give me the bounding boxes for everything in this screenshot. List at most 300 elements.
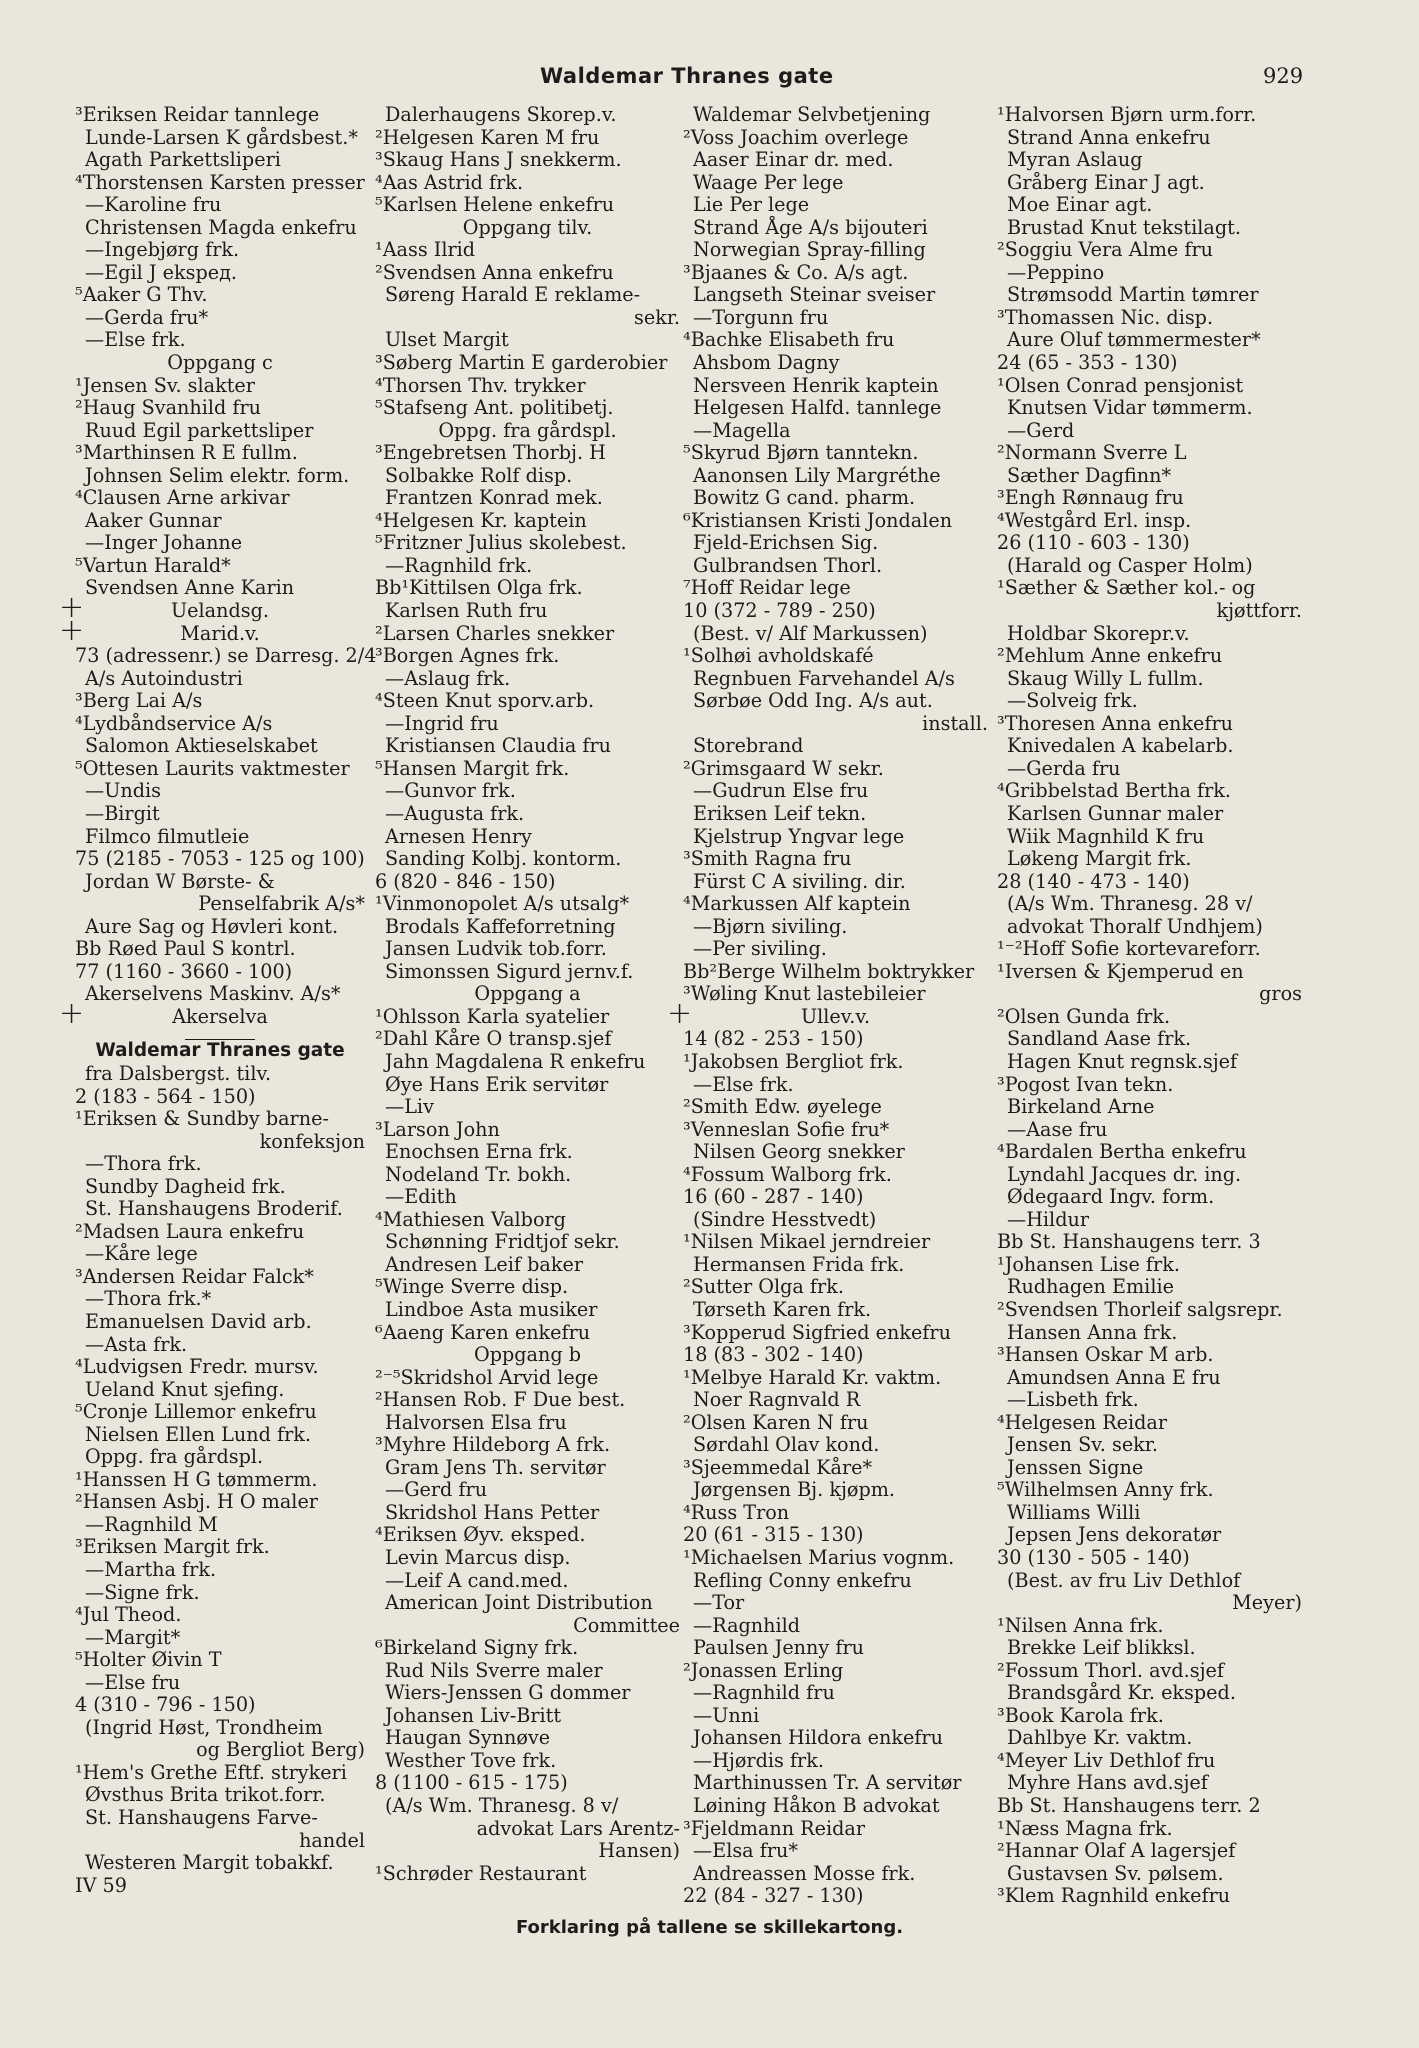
directory-line: Brekke Leif blikksl. <box>1007 1636 1196 1660</box>
directory-line: ²Haug Svanhild fru <box>75 396 262 420</box>
directory-line: —Gerd <box>1007 418 1075 442</box>
directory-line: Kristiansen Claudia fru <box>385 734 611 758</box>
directory-line: Waage Per lege <box>693 170 844 194</box>
directory-line: Fjeld-Erichsen Sig. <box>693 531 879 555</box>
directory-line: ²Jonassen Erling <box>683 1658 844 1682</box>
directory-line: ⁴Bardalen Bertha enkefru <box>997 1140 1247 1164</box>
directory-line: Andresen Leif baker <box>385 1252 583 1276</box>
directory-line: ³Wøling Knut lastebileier <box>683 982 926 1006</box>
directory-line: St. Hanshaugens Broderif. <box>85 1197 343 1221</box>
directory-line: ²Madsen Laura enkefru <box>75 1219 305 1243</box>
directory-line: 20 (61 - 315 - 130) <box>683 1523 864 1547</box>
directory-line: —Bjørn siviling. <box>693 914 848 938</box>
directory-line: 14 (82 - 253 - 150) <box>683 1027 864 1051</box>
directory-line: —Solveig frk. <box>1007 689 1138 713</box>
directory-line: ³Venneslan Sofie fru* <box>683 1117 890 1141</box>
directory-line: advokat Lars Arentz- <box>476 1816 680 1840</box>
directory-line: ³Bjaanes & Co. A/s agt. <box>683 260 909 284</box>
directory-line: ⁵Karlsen Helene enkefru <box>375 193 615 217</box>
directory-line: ³Pogost Ivan tekn. <box>997 1072 1174 1096</box>
directory-line: Andreassen Mosse frk. <box>693 1861 916 1885</box>
directory-line: (Sindre Hesstvedt) <box>693 1207 877 1231</box>
directory-line: Sanding Kolbj. kontorm. <box>385 847 622 871</box>
directory-line: ⁶Kristiansen Kristi Jondalen <box>683 508 953 532</box>
directory-line: —Karoline fru <box>85 193 222 217</box>
directory-line: ²Hansen Asbj. H O maler <box>75 1490 318 1514</box>
directory-line: ³Thomassen Nic. disp. <box>997 305 1214 329</box>
directory-line: Gulbrandsen Thorl. <box>693 553 883 577</box>
directory-line: —Per siviling. <box>693 937 827 961</box>
directory-line: Johnsen Selim elektr. form. <box>85 463 350 487</box>
directory-line: —Inger Johanne <box>85 531 243 555</box>
directory-line: 8 (1100 - 615 - 175) <box>375 1771 568 1795</box>
directory-line: Waldemar Thranes gate <box>95 1040 345 1062</box>
directory-line: (Best. v/ Alf Markussen) <box>693 621 928 645</box>
directory-line: American Joint Distribution <box>385 1591 653 1615</box>
directory-line: Tørseth Karen frk. <box>693 1297 872 1321</box>
directory-line: —Egil J ekspeд. <box>85 260 238 284</box>
directory-line: Ulset Margit <box>385 328 509 352</box>
directory-line: Lindboe Asta musiker <box>385 1297 598 1321</box>
directory-line: Westeren Margit tobakkf. <box>85 1851 334 1875</box>
directory-line: Agath Parkettsliperi <box>85 148 281 172</box>
directory-line: ³Sjeemmedal Kåre* <box>683 1455 873 1479</box>
directory-line: Aure Oluf tømmermester* <box>1007 328 1261 352</box>
directory-line: Johansen Hildora enkefru <box>693 1726 943 1750</box>
directory-line: + Akerselva <box>75 1006 365 1029</box>
directory-line: ¹Aass Ilrid <box>375 238 476 262</box>
directory-line: Jørgensen Bj. kjøpm. <box>693 1478 896 1502</box>
directory-line: install. <box>922 711 988 735</box>
directory-line: ¹Halvorsen Bjørn urm.forr. <box>997 103 1257 126</box>
directory-line: Wiers-Jenssen G dommer <box>385 1681 631 1705</box>
directory-line: ¹Jakobsen Bergliot frk. <box>683 1049 904 1073</box>
directory-line: —Aslaug frk. <box>385 666 511 690</box>
directory-line: Oppgang a <box>474 982 581 1006</box>
directory-line: ²Hannar Olaf A lagersjef <box>997 1839 1236 1863</box>
directory-line: ²Sutter Olga frk. <box>683 1275 844 1299</box>
directory-line: konfeksjon <box>259 1129 365 1153</box>
directory-line: Aanonsen Lily Margréthe <box>693 463 941 487</box>
directory-line: ²Svendsen Anna enkefru <box>375 260 614 284</box>
directory-line: Nersveen Henrik kaptein <box>693 373 939 397</box>
directory-line: Bowitz G cand. pharm. <box>693 486 916 510</box>
directory-line: —Signe frk. <box>85 1580 200 1604</box>
directory-line: ³Skaug Hans J snekkerm. <box>375 148 622 172</box>
directory-line: ¹⁻²Hoff Sofie kortevareforr. <box>997 937 1261 961</box>
directory-line: Simonssen Sigurd jernv.f. <box>385 959 634 983</box>
directory-line: Ødegaard Ingv. form. <box>1007 1185 1215 1209</box>
directory-line: Penselfabrik A/s* <box>198 892 365 916</box>
directory-line: —Thora frk. <box>85 1152 202 1176</box>
directory-line: Nodeland Tr. bokh. <box>385 1162 572 1186</box>
directory-line: Paulsen Jenny fru <box>693 1636 864 1660</box>
directory-line: —Tor <box>693 1591 745 1615</box>
directory-line: Lie Per lege <box>693 193 810 217</box>
directory-line: ³Borgen Agnes frk. <box>375 644 560 668</box>
directory-line: —Margit* <box>85 1625 181 1649</box>
directory-line: ³Engebretsen Thorbj. H <box>375 441 606 465</box>
directory-line: Knivedalen A kabelarb. <box>1007 734 1234 758</box>
directory-line: —Hildur <box>1007 1207 1090 1231</box>
directory-line: ⁵Holter Øivin T <box>75 1648 222 1672</box>
directory-line: ²Dahl Kåre O transp.sjef <box>375 1027 612 1051</box>
directory-line: Strømsodd Martin tømrer <box>1007 283 1259 307</box>
directory-line: Arnesen Henry <box>385 824 532 848</box>
directory-line: Ahsbom Dagny <box>693 351 840 375</box>
directory-line: Akerselvens Maskinv. A/s* <box>85 982 341 1006</box>
directory-line: ¹Solhøi avholdskafé <box>683 644 874 668</box>
directory-line: Dalerhaugens Skorep.v. <box>385 103 617 126</box>
directory-column-4 <box>997 104 1302 1908</box>
directory-line: Aure Sag og Høvleri kont. <box>85 914 339 938</box>
directory-line: Myhre Hans avd.sjef <box>1007 1771 1208 1795</box>
directory-line: ³Eriksen Margit frk. <box>75 1535 270 1559</box>
directory-line: ⁶Birkeland Signy frk. <box>375 1636 579 1660</box>
directory-line: ⁶Aaeng Karen enkefru <box>375 1320 591 1344</box>
directory-line: (Harald og Casper Holm) <box>1007 553 1253 577</box>
directory-line: ¹Vinmonopolet A/s utsalg* <box>375 892 630 916</box>
directory-line: ³Engh Rønnaug fru <box>997 486 1184 510</box>
directory-column-1 <box>75 103 377 1897</box>
directory-line: kjøttforr. <box>1216 599 1302 623</box>
directory-line: ³Kopperud Sigfried enkefru <box>683 1320 951 1344</box>
directory-line: Filmco filmutleie <box>85 824 250 848</box>
directory-line: ⁵Vartun Harald* <box>75 553 231 577</box>
directory-line: Levin Marcus disp. <box>385 1546 571 1569</box>
directory-line: ⁴Russ Tron <box>683 1500 790 1524</box>
directory-line: —Edith <box>385 1185 457 1209</box>
directory-line: Williams Willi <box>1007 1500 1141 1524</box>
directory-line: —Else frk. <box>85 328 186 352</box>
directory-line: Rud Nils Sverre maler <box>385 1658 603 1682</box>
directory-line: Jordan W Børste- & <box>85 869 275 893</box>
directory-line: ⁵Hansen Margit frk. <box>375 756 570 780</box>
directory-line: Refling Conny enkefru <box>693 1568 912 1592</box>
directory-line: ¹Iversen & Kjemperud en <box>997 959 1244 983</box>
directory-line: Holdbar Skorepr.v. <box>1007 621 1190 645</box>
directory-line: —Gerda fru <box>1007 756 1121 780</box>
directory-line: ⁴Clausen Arne arkivar <box>75 486 290 510</box>
directory-line: ¹Nilsen Anna frk. <box>997 1613 1164 1637</box>
directory-line: Øye Hans Erik servitør <box>385 1072 609 1096</box>
directory-line: Jensen Sv. sekr. <box>1007 1433 1158 1457</box>
directory-line: Solbakke Rolf disp. <box>385 463 573 487</box>
directory-line: —Torgunn fru <box>693 305 829 329</box>
directory-line: 4 (310 - 796 - 150) <box>75 1693 256 1717</box>
directory-line: Oppgang b <box>473 1343 582 1367</box>
directory-line: handel <box>299 1828 365 1852</box>
directory-line: Hermansen Frida frk. <box>693 1252 905 1276</box>
directory-line: 24 (65 - 353 - 130) <box>997 351 1178 375</box>
directory-line: —Gerd fru <box>385 1478 488 1502</box>
directory-line: ⁴Markussen Alf kaptein <box>683 892 911 916</box>
directory-line: ⁴Helgesen Kr. kaptein <box>375 508 587 532</box>
directory-line: ²Grimsgaard W sekr. <box>683 756 884 780</box>
directory-line: ²Svendsen Thorleif salgsrepr. <box>997 1297 1283 1321</box>
directory-line: —Gudrun Else fru <box>693 779 869 803</box>
directory-line: 2 (183 - 564 - 150) <box>75 1084 256 1108</box>
directory-line: Wiik Magnhild K fru <box>1007 824 1205 848</box>
directory-line: 73 (adressenr.) se Darresg. 2/4 <box>75 644 377 668</box>
directory-line: —Asta frk. <box>85 1332 188 1356</box>
directory-line: Johansen Liv-Britt <box>385 1703 562 1727</box>
directory-line: advokat Thoralf Undhjem) <box>1007 914 1263 938</box>
directory-line: Jenssen Signe <box>1007 1455 1144 1479</box>
directory-line: og Bergliot Berg) <box>196 1738 365 1762</box>
directory-line: —Leif A cand.med. <box>385 1568 569 1592</box>
directory-line: Noer Ragnvald R <box>693 1388 861 1412</box>
directory-line: Gram Jens Th. servitør <box>385 1455 606 1479</box>
directory-line: Halvorsen Elsa fru <box>385 1410 567 1434</box>
directory-line: fra Dalsbergst. tilv. <box>85 1061 272 1085</box>
directory-line: ¹Schrøder Restaurant <box>375 1861 587 1885</box>
directory-line: ³Eriksen Reidar tannlege <box>75 103 320 126</box>
directory-line: Søreng Harald E reklame- <box>385 283 641 307</box>
directory-line: 77 (1160 - 3660 - 100) <box>75 959 293 983</box>
directory-line: ²Fossum Thorl. avd.sjef <box>997 1658 1224 1682</box>
directory-line: Løining Håkon B advokat <box>693 1794 940 1818</box>
directory-line: ¹Michaelsen Marius vognm. <box>683 1546 955 1569</box>
directory-line: —Undis <box>85 779 161 803</box>
directory-line: Øvsthus Brita trikot.forr. <box>85 1783 326 1807</box>
directory-line: ⁴Ludvigsen Fredr. mursv. <box>75 1355 319 1379</box>
directory-line: Bb²Berge Wilhelm boktrykker <box>683 959 975 983</box>
directory-line: ⁴Lydbåndservice A/s <box>75 711 273 735</box>
directory-line: 26 (110 - 603 - 130) <box>997 531 1190 555</box>
directory-line: ⁴Gribbelstad Bertha frk. <box>997 779 1231 803</box>
directory-line: ²Smith Edw. øyelege <box>683 1095 882 1119</box>
directory-line: ³Book Karola frk. <box>997 1703 1164 1727</box>
directory-line: ³Marthinsen R E fullm. <box>75 441 298 465</box>
directory-line: Frantzen Konrad mek. <box>385 486 603 510</box>
directory-line: —Magella <box>693 418 791 442</box>
directory-line: ⁴Steen Knut sporv.arb. <box>375 689 595 713</box>
directory-line: —Hjørdis frk. <box>693 1748 824 1772</box>
directory-line: ¹Olsen Conrad pensjonist <box>997 373 1244 397</box>
directory-line: ²⁻⁵Skridshol Arvid lege <box>375 1365 599 1389</box>
directory-line: Committee <box>573 1613 680 1637</box>
directory-line: Moe Einar agt. <box>1007 193 1153 217</box>
directory-line: ³Berg Lai A/s <box>75 689 203 713</box>
directory-line: 75 (2185 - 7053 - 125 og 100) <box>75 847 365 871</box>
directory-line: Skaug Willy L fullm. <box>1007 666 1204 690</box>
directory-line: ⁵Cronje Lillemor enkefru <box>75 1400 317 1424</box>
directory-line: + Uelandsg. <box>75 600 365 623</box>
directory-line: ⁵Aaker G Thv. <box>75 283 208 307</box>
directory-line: 22 (84 - 327 - 130) <box>683 1884 864 1908</box>
directory-line: Hansen Anna frk. <box>1007 1320 1178 1344</box>
directory-line: Lyndahl Jacques dr. ing. <box>1007 1162 1242 1186</box>
directory-line: ³Myhre Hildeborg A frk. <box>375 1433 611 1457</box>
directory-line: Oppgang c <box>167 351 273 375</box>
directory-line: —Martha frk. <box>85 1558 217 1581</box>
directory-line: Jahn Magdalena R enkefru <box>385 1049 646 1073</box>
directory-line: —Thora frk.* <box>85 1287 212 1311</box>
directory-line: ²Soggiu Vera Alme fru <box>997 238 1213 262</box>
directory-line: ³Klem Ragnhild enkefru <box>997 1884 1231 1908</box>
directory-line: A/s Autoindustri <box>85 666 243 690</box>
directory-line: Karlsen Gunnar maler <box>1007 801 1224 825</box>
directory-line: IV 59 <box>75 1873 127 1897</box>
directory-column-3 <box>683 104 988 1908</box>
directory-line: —Lisbeth frk. <box>1007 1388 1139 1412</box>
directory-line: Jepsen Jens dekoratør <box>1007 1523 1222 1547</box>
directory-line: Oppgang tilv. <box>462 215 593 239</box>
directory-line: Bb St. Hanshaugens terr. 3 <box>997 1230 1261 1254</box>
directory-line: Fürst C A siviling. dir. <box>693 869 906 893</box>
directory-line: Bb St. Hanshaugens terr. 2 <box>997 1794 1261 1818</box>
directory-line: Strand Åge A/s bijouteri <box>693 215 928 239</box>
directory-line: ³Andersen Reidar Falck* <box>75 1264 314 1288</box>
directory-line: Aaker Gunnar <box>85 508 222 532</box>
directory-line: ⁴Helgesen Reidar <box>997 1410 1168 1434</box>
directory-line: ¹Hanssen H G tømmerm. <box>75 1467 318 1491</box>
directory-line: —Ingebjørg frk. <box>85 238 240 262</box>
directory-line: Ueland Knut sjefing. <box>85 1377 285 1401</box>
directory-line: ³Søberg Martin E garderobier <box>375 351 668 375</box>
directory-line: Myran Aslaug <box>1007 148 1143 172</box>
directory-line: Sundby Dagheid frk. <box>85 1174 286 1198</box>
directory-line: Enochsen Erna frk. <box>385 1140 573 1164</box>
directory-line: ¹Jensen Sv. slakter <box>75 373 255 397</box>
directory-line: Norwegian Spray-filling <box>693 238 926 262</box>
directory-line: Brandsgård Kr. eksped. <box>1007 1681 1236 1705</box>
directory-line: ²Larsen Charles snekker <box>375 621 615 645</box>
directory-line: ⁵Wilhelmsen Anny frk. <box>997 1478 1214 1502</box>
directory-line: 16 (60 - 287 - 140) <box>683 1185 864 1209</box>
directory-line: 30 (130 - 505 - 140) <box>997 1546 1190 1569</box>
directory-line: Skridshol Hans Petter <box>385 1500 600 1524</box>
directory-line: —Liv <box>385 1095 434 1119</box>
directory-line: —Kåre lege <box>85 1242 198 1266</box>
directory-line: ¹Sæther & Sæther kol.- og <box>997 576 1256 600</box>
directory-line: Marthinussen Tr. A servitør <box>693 1771 962 1795</box>
directory-line: —Birgit <box>85 801 160 825</box>
directory-line: ³Smith Ragna fru <box>683 847 852 871</box>
directory-line: Christensen Magda enkefru <box>85 215 357 239</box>
directory-line: Hansen) <box>598 1839 680 1863</box>
directory-line: Aaser Einar dr. med. <box>693 148 894 172</box>
directory-line: Brodals Kaffeforretning <box>385 914 616 938</box>
directory-line: ¹Eriksen & Sundby barne- <box>75 1107 329 1131</box>
directory-line: ⁴Fossum Walborg frk. <box>683 1162 892 1186</box>
directory-line: Rudhagen Emilie <box>1007 1275 1174 1299</box>
directory-line: ⁵Fritzner Julius skolebest. <box>375 531 627 555</box>
directory-line: —Ragnhild fru <box>693 1681 835 1705</box>
directory-line: —Unni <box>693 1703 760 1727</box>
directory-line: (Ingrid Høst, Trondheim <box>85 1715 323 1739</box>
directory-line: Langseth Steinar sveiser <box>693 283 936 307</box>
directory-line: Løkeng Margit frk. <box>1007 847 1192 871</box>
directory-line: Gustavsen Sv. pølsem. <box>1007 1861 1224 1885</box>
directory-line: Salomon Aktieselskabet <box>85 734 318 758</box>
directory-line: 6 (820 - 846 - 150) <box>375 869 556 893</box>
directory-line: (Best. av fru Liv Dethlof <box>1007 1568 1241 1592</box>
directory-line: ⁴Eriksen Øyv. eksped. <box>375 1523 586 1547</box>
directory-line: ²Mehlum Anne enkefru <box>997 644 1223 668</box>
directory-line: ²Olsen Gunda frk. <box>997 1004 1171 1028</box>
directory-line: —Augusta frk. <box>385 801 525 825</box>
directory-line: Hagen Knut regnsk.sjef <box>1007 1049 1238 1073</box>
directory-line: ¹Melbye Harald Kr. vaktm. <box>683 1365 942 1389</box>
directory-line: ²Voss Joachim overlege <box>683 125 909 149</box>
directory-line: ¹Johansen Lise frk. <box>997 1252 1180 1276</box>
directory-line: Svendsen Anne Karin <box>85 576 295 600</box>
directory-line: ⁴Mathiesen Valborg <box>375 1207 566 1231</box>
directory-line: ²Helgesen Karen M fru <box>375 125 600 149</box>
directory-line: ¹Nilsen Mikael jerndreier <box>683 1230 931 1254</box>
page-header <box>0 64 1419 98</box>
directory-line: (A/s Wm. Thranesg. 8 v/ <box>385 1794 619 1818</box>
directory-line: Nielsen Ellen Lund frk. <box>85 1422 312 1446</box>
directory-line: Waldemar Selvbetjening <box>693 103 931 126</box>
directory-line: ⁴Westgård Erl. insp. <box>997 508 1192 532</box>
directory-line: —Ingrid fru <box>385 711 499 735</box>
directory-line: ⁵Stafseng Ant. politibetj. <box>375 396 614 420</box>
directory-line: Brustad Knut tekstilagt. <box>1007 215 1241 239</box>
directory-line: Bb¹Kittilsen Olga frk. <box>375 576 583 600</box>
directory-line: Eriksen Leif tekn. <box>693 801 867 825</box>
directory-line: —Ragnhild M <box>85 1512 218 1536</box>
directory-line: —Else frk. <box>693 1072 794 1096</box>
directory-line: ⁵Ottesen Laurits vaktmester <box>75 756 350 780</box>
directory-line: ³Larson John <box>375 1117 500 1141</box>
directory-line: Emanuelsen David arb. <box>85 1309 312 1333</box>
directory-line: Birkeland Arne <box>1007 1095 1155 1119</box>
directory-line: + Marid.v. <box>75 623 365 646</box>
directory-line: ⁴Meyer Liv Dethlof fru <box>997 1748 1216 1772</box>
directory-line: —Ragnhild <box>693 1613 801 1637</box>
directory-line: sekr. <box>634 305 680 329</box>
directory-line: —Gerda fru* <box>85 305 209 329</box>
directory-line: Bb Røed Paul S kontrl. <box>75 937 296 961</box>
directory-line: Dahlbye Kr. vaktm. <box>1007 1726 1193 1750</box>
directory-line: —Gunvor frk. <box>385 779 516 803</box>
directory-line: —Aase fru <box>1007 1117 1108 1141</box>
directory-line: ³Hansen Oskar M arb. <box>997 1343 1214 1367</box>
page-number: 929 <box>1263 64 1304 88</box>
directory-line: ¹Næss Magna frk. <box>997 1816 1173 1840</box>
directory-line: Sørdahl Olav kond. <box>693 1433 880 1457</box>
directory-line: + Ullev.v. <box>683 1006 988 1029</box>
directory-line: ⁴Thorstensen Karsten presser <box>75 170 365 194</box>
directory-line: Strand Anna enkefru <box>1007 125 1211 149</box>
directory-line: ²Olsen Karen N fru <box>683 1410 869 1434</box>
directory-line: Kjelstrup Yngvar lege <box>693 824 905 848</box>
directory-line: —Elsa fru* <box>693 1839 798 1863</box>
directory-line: Amundsen Anna E fru <box>1007 1365 1221 1389</box>
directory-line: Lunde-Larsen K gårdsbest.* <box>85 125 358 149</box>
directory-line: 28 (140 - 473 - 140) <box>997 869 1190 893</box>
directory-line: Sørbøe Odd Ing. A/s aut. <box>693 689 933 713</box>
directory-line: Sæther Dagfinn* <box>1007 463 1172 487</box>
directory-line: Helgesen Halfd. tannlege <box>693 396 942 420</box>
directory-line: —Peppino <box>1007 260 1105 284</box>
directory-line: Westher Tove frk. <box>385 1748 557 1772</box>
directory-line: ⁵Skyrud Bjørn tanntekn. <box>683 441 919 465</box>
directory-line: Oppg. fra gårdspl. <box>438 418 617 442</box>
directory-line: Storebrand <box>693 734 804 758</box>
directory-line: Sandland Aase frk. <box>1007 1027 1192 1051</box>
directory-line: ⁷Hoff Reidar lege <box>683 576 851 600</box>
directory-line: Knutsen Vidar tømmerm. <box>1007 396 1253 420</box>
directory-line: 10 (372 - 789 - 250) <box>683 599 876 623</box>
directory-line: ¹Hem's Grethe Eftf. strykeri <box>75 1760 347 1784</box>
directory-line: (A/s Wm. Thranesg. 28 v/ <box>1007 892 1253 916</box>
directory-line: —Else fru <box>85 1670 181 1694</box>
directory-line: ³Thoresen Anna enkefru <box>997 711 1234 735</box>
